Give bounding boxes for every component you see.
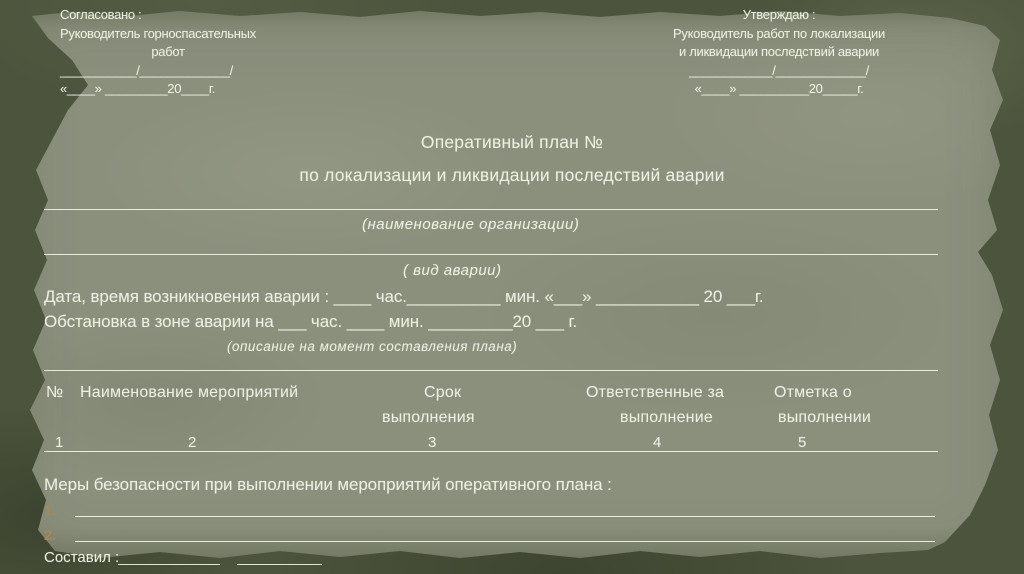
document-title (0, 126, 1024, 192)
approve-left-date-line: «____» _________20____г. (60, 81, 216, 96)
document-title-line1: Оперативный план № (420, 132, 604, 152)
table-col-mark-line1: Отметка о (774, 384, 852, 401)
table-col-mark-line2: выполнении (778, 409, 871, 426)
approve-right-role-line2: и ликвидации последствий аварии (678, 44, 880, 59)
table-col-term-line1: Срок (424, 384, 462, 401)
table-col-responsible-line2: выполнение (620, 409, 713, 426)
composed-by-label: Составил : (44, 549, 120, 566)
column-number-4: 4 (653, 434, 662, 451)
table-col-term-line2: выполнения (382, 409, 475, 426)
column-number-1: 1 (55, 434, 64, 451)
approve-right-title: Утверждаю : (742, 7, 816, 22)
ruled-line-column-numbers (44, 451, 938, 452)
column-number-2: 2 (188, 434, 197, 451)
approve-left-role-line2: работ (151, 44, 185, 59)
approval-block-left (60, 6, 276, 99)
date-time-line: Дата, время возникновения аварии : ____ час.__________ мин. «___» ___________ 20 ___г. (44, 287, 764, 306)
composed-by-signature-line (118, 564, 220, 565)
composed-by-date-line (237, 564, 322, 565)
table-col-responsible-line1: Ответственные за (586, 384, 725, 401)
table-col-number: № (46, 384, 64, 401)
table-col-name: Наименование мероприятий (80, 384, 299, 401)
safety-blank-line-2 (75, 541, 935, 542)
column-number-5: 5 (798, 434, 807, 451)
ruled-line-organization (44, 209, 938, 210)
safety-heading: Меры безопасности при выполнении мероприятий оперативного плана : (44, 475, 612, 494)
safety-item-number-1: 1. (44, 502, 56, 518)
approve-right-signature-line: ____________/_____________/ (689, 62, 869, 78)
approve-left-signature-line: ___________/_____________/ (60, 62, 233, 78)
ruled-line-table-top (44, 370, 938, 371)
caption-description: (описание на момент составления плана) (227, 339, 518, 354)
approve-right-date-line: «____» __________20_____г. (694, 81, 864, 96)
situation-line: Обстановка в зоне аварии на ___ час. ____ мин. _________20 ___ г. (44, 312, 578, 331)
approve-left-role-line1: Руководитель горноспасательных (60, 25, 256, 41)
document-title-line2: по локализации и ликвидации последствий аварии (299, 165, 725, 185)
caption-organization: (наименование организации) (362, 216, 580, 233)
caption-accident-type: ( вид аварии) (403, 262, 502, 279)
approval-block-right (653, 6, 905, 99)
ruled-line-accident-type (44, 254, 938, 255)
approve-left-title: Согласовано : (60, 7, 142, 22)
safety-item-number-2: 2. (44, 527, 56, 543)
approve-right-role-line1: Руководитель работ по локализации (673, 25, 885, 41)
column-number-3: 3 (428, 434, 437, 451)
safety-blank-line-1 (75, 516, 935, 517)
